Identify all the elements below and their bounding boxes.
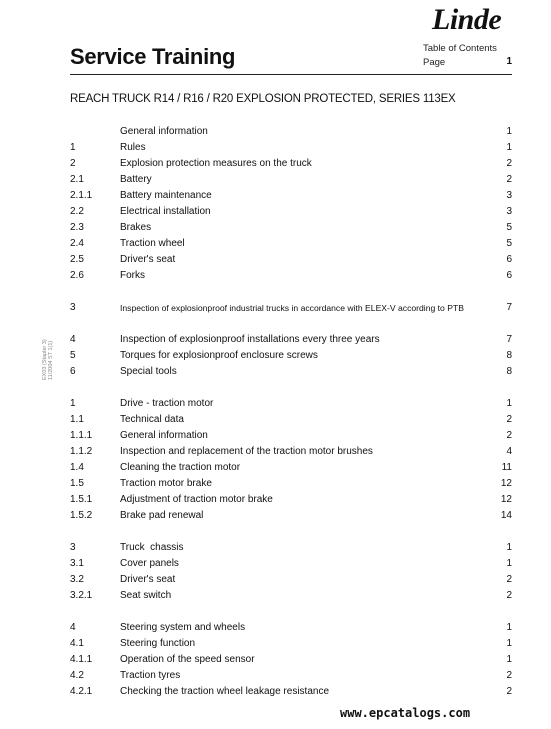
toc-row[interactable] — [0, 588, 551, 604]
toc-row[interactable] — [0, 540, 551, 556]
toc-title: Inspection and replacement of the traction motor brushes — [120, 446, 373, 457]
toc-page: 2 — [506, 574, 512, 585]
table-of-contents — [0, 124, 551, 700]
toc-number: 1.1 — [70, 414, 84, 425]
toc-title: Driver's seat — [120, 254, 176, 265]
toc-page: 3 — [506, 190, 512, 201]
toc-number: 2.1.1 — [70, 190, 93, 201]
toc-number: 2.6 — [70, 270, 84, 281]
toc-number: 4.1.1 — [70, 654, 93, 665]
toc-row[interactable] — [0, 236, 551, 252]
table-of-contents-label: Table of Contents — [423, 43, 497, 54]
toc-row[interactable] — [0, 252, 551, 268]
toc-page: 2 — [506, 174, 512, 185]
toc-row[interactable] — [0, 636, 551, 652]
page-label: Page — [423, 57, 446, 68]
toc-row[interactable] — [0, 412, 551, 428]
toc-title: Steering system and wheels — [120, 622, 246, 633]
document-subtitle: REACH TRUCK R14 / R16 / R20 EXPLOSION PROTECTED, SERIES 113EX — [70, 93, 456, 105]
toc-row[interactable] — [0, 476, 551, 492]
toc-page: 5 — [506, 238, 512, 249]
toc-title: Steering function — [120, 638, 196, 649]
toc-title: Battery — [120, 174, 152, 185]
toc-row[interactable] — [0, 124, 551, 140]
toc-title: Traction tyres — [120, 670, 181, 681]
document-reference-line: EX03 (Stapler 3) — [42, 339, 48, 380]
watermark-url: www.epcatalogs.com — [340, 706, 471, 720]
toc-title: Traction motor brake — [120, 478, 212, 489]
toc-number: 6 — [70, 366, 76, 377]
toc-title: Operation of the speed sensor — [120, 654, 255, 665]
toc-number: 1.5.2 — [70, 510, 93, 521]
toc-page: 1 — [506, 654, 512, 665]
toc-page: 11 — [501, 462, 512, 473]
toc-number: 3.1 — [70, 558, 84, 569]
toc-row[interactable] — [0, 220, 551, 236]
toc-title: Inspection of explosionproof installations every three years — [120, 334, 380, 345]
toc-page: 12 — [500, 494, 512, 505]
toc-row[interactable] — [0, 172, 551, 188]
toc-number: 1 — [70, 142, 76, 153]
toc-title: Explosion protection measures on the truck — [120, 158, 312, 169]
toc-page: 12 — [500, 478, 512, 489]
toc-row[interactable] — [0, 428, 551, 444]
toc-page: 2 — [506, 670, 512, 681]
toc-row[interactable] — [0, 460, 551, 476]
toc-page: 1 — [506, 622, 512, 633]
toc-row[interactable] — [0, 332, 551, 348]
toc-title: Cover panels — [120, 558, 179, 569]
toc-title: Traction wheel — [120, 238, 185, 249]
toc-title: General information — [120, 430, 208, 441]
toc-number: 2.3 — [70, 222, 84, 233]
toc-page: 2 — [506, 158, 512, 169]
toc-number: 1.5.1 — [70, 494, 93, 505]
toc-row[interactable] — [0, 140, 551, 156]
document-reference-note — [42, 339, 54, 380]
toc-number: 1.1.2 — [70, 446, 93, 457]
toc-page: 6 — [506, 254, 512, 265]
toc-page: 4 — [506, 446, 512, 457]
toc-number: 2.1 — [70, 174, 84, 185]
toc-page: 7 — [506, 302, 512, 313]
toc-row[interactable] — [0, 556, 551, 572]
toc-row[interactable] — [0, 300, 551, 316]
toc-page: 2 — [506, 590, 512, 601]
toc-row[interactable] — [0, 652, 551, 668]
toc-row[interactable] — [0, 188, 551, 204]
toc-row[interactable] — [0, 492, 551, 508]
toc-title: Driver's seat — [120, 574, 176, 585]
toc-number: 3 — [70, 302, 76, 313]
document-reference-line: 11/2004 ST 1(1) — [48, 340, 54, 380]
toc-number: 4.2.1 — [70, 686, 93, 697]
toc-page: 8 — [506, 366, 512, 377]
toc-row[interactable] — [0, 348, 551, 364]
toc-number: 4.2 — [70, 670, 84, 681]
toc-page: 1 — [506, 542, 512, 553]
toc-number: 4 — [70, 622, 76, 633]
toc-row[interactable] — [0, 156, 551, 172]
toc-title: Drive - traction motor — [120, 398, 214, 409]
toc-number: 3 — [70, 542, 76, 553]
toc-page: 2 — [506, 430, 512, 441]
toc-title: Inspection of explosionproof industrial trucks in accordance with ELEX-V according to PTB — [120, 303, 464, 313]
toc-title: Checking the traction wheel leakage resistance — [120, 686, 330, 697]
page-number: 1 — [506, 56, 512, 67]
header-divider — [70, 74, 512, 75]
toc-row[interactable] — [0, 444, 551, 460]
toc-page: 1 — [506, 398, 512, 409]
linde-logo: Linde — [432, 3, 502, 36]
toc-number: 1.1.1 — [70, 430, 93, 441]
toc-title: General information — [120, 126, 208, 137]
toc-number: 2.5 — [70, 254, 84, 265]
toc-page: 1 — [506, 142, 512, 153]
toc-page: 1 — [506, 558, 512, 569]
toc-number: 5 — [70, 350, 76, 361]
toc-page: 2 — [506, 686, 512, 697]
toc-title: Electrical installation — [120, 206, 211, 217]
toc-title: Adjustment of traction motor brake — [120, 494, 273, 505]
toc-number: 2.4 — [70, 238, 84, 249]
toc-page: 8 — [506, 350, 512, 361]
toc-number: 1.4 — [70, 462, 84, 473]
toc-row[interactable] — [0, 204, 551, 220]
toc-row[interactable] — [0, 684, 551, 700]
toc-number: 1.5 — [70, 478, 84, 489]
toc-title: Forks — [120, 270, 145, 281]
toc-row[interactable] — [0, 396, 551, 412]
toc-number: 1 — [70, 398, 76, 409]
toc-row[interactable] — [0, 572, 551, 588]
toc-title: Truck chassis — [120, 542, 184, 553]
toc-page: 1 — [506, 126, 512, 137]
toc-row[interactable] — [0, 620, 551, 636]
toc-page: 5 — [506, 222, 512, 233]
toc-row[interactable] — [0, 364, 551, 380]
toc-number: 2 — [70, 158, 76, 169]
toc-page: 6 — [506, 270, 512, 281]
toc-number: 4.1 — [70, 638, 84, 649]
toc-number: 3.2.1 — [70, 590, 93, 601]
toc-title: Battery maintenance — [120, 190, 212, 201]
toc-row[interactable] — [0, 508, 551, 524]
toc-page: 7 — [506, 334, 512, 345]
toc-row[interactable] — [0, 268, 551, 284]
toc-number: 3.2 — [70, 574, 84, 585]
toc-page: 1 — [506, 638, 512, 649]
toc-row[interactable] — [0, 668, 551, 684]
toc-title: Seat switch — [120, 590, 172, 601]
toc-page: 2 — [506, 414, 512, 425]
toc-title: Brake pad renewal — [120, 510, 204, 521]
toc-title: Cleaning the traction motor — [120, 462, 241, 473]
toc-page: 14 — [500, 510, 512, 521]
page-title: Service Training — [70, 44, 236, 69]
toc-title: Rules — [120, 142, 146, 153]
toc-number: 4 — [70, 334, 76, 345]
toc-title: Torques for explosionproof enclosure screws — [120, 350, 318, 361]
toc-page: 3 — [506, 206, 512, 217]
toc-title: Technical data — [120, 414, 184, 425]
toc-number: 2.2 — [70, 206, 84, 217]
toc-title: Brakes — [120, 222, 152, 233]
toc-title: Special tools — [120, 366, 177, 377]
